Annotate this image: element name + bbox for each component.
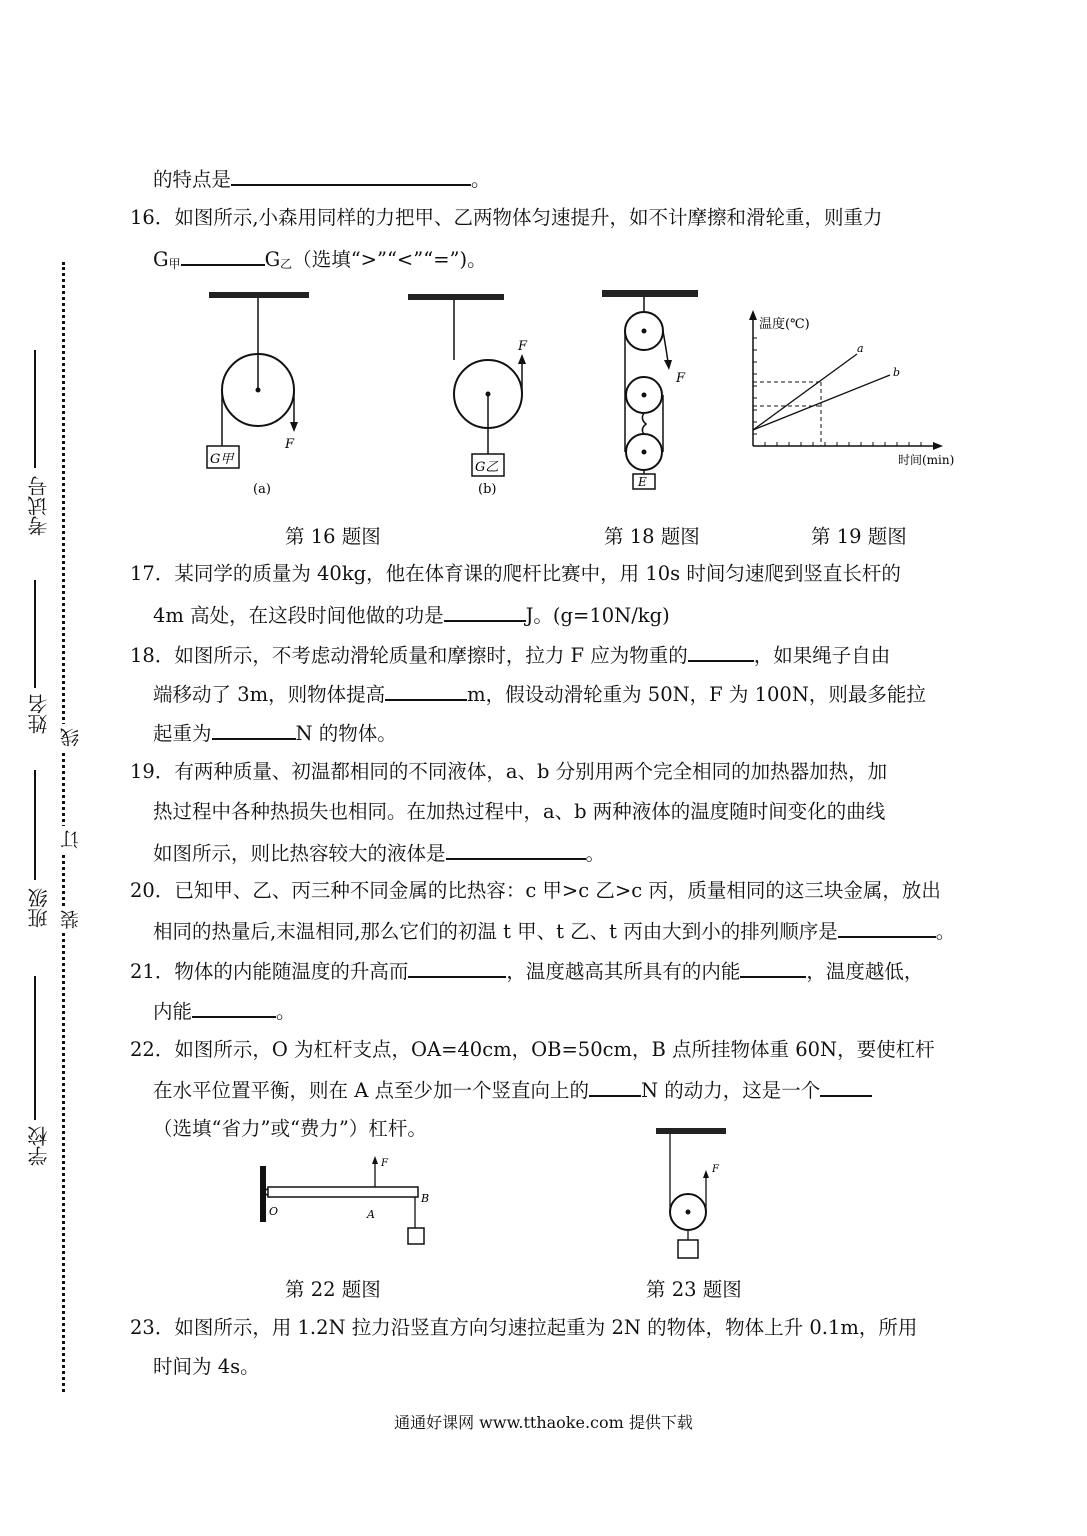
block-label: G乙 xyxy=(475,460,499,475)
caption-fig18: 第 18 题图 xyxy=(604,525,700,548)
figure-16b xyxy=(400,286,540,501)
force-arrow-icon xyxy=(703,1170,709,1178)
caption-fig16: 第 16 题图 xyxy=(285,525,381,548)
figure-19-graph xyxy=(745,306,975,476)
q17-blank[interactable] xyxy=(444,602,526,622)
force-arrow-icon xyxy=(290,422,298,432)
q15-blank[interactable] xyxy=(231,166,471,186)
exam-number-field[interactable] xyxy=(34,350,36,468)
class-field[interactable] xyxy=(34,770,36,880)
ceiling-hatch xyxy=(209,292,309,298)
q21-blank-2[interactable] xyxy=(740,958,806,978)
exam-number-label: 考试号 xyxy=(27,476,51,536)
line-a-label: a xyxy=(857,342,864,355)
q16-line1: 16．如图所示,小森用同样的力把甲、乙两物体匀速提升，如不计摩擦和滑轮重，则重力 xyxy=(130,206,883,229)
figure-22-lever xyxy=(255,1150,445,1250)
force-arrow-icon xyxy=(664,360,672,370)
force-label: F xyxy=(518,339,528,354)
q22-line1: 22．如图所示，O 为杠杆支点，OA=40cm，OB=50cm，B 点所挂物体重 60N，要使杠杆 xyxy=(130,1038,935,1061)
block-label: G甲 xyxy=(210,452,234,467)
q22-blank-2[interactable] xyxy=(820,1077,872,1097)
q18-blank-1[interactable] xyxy=(688,642,754,662)
q21-line1: 21．物体的内能随温度的升高而 ，温度越高其所具有的内能 ，温度越低， xyxy=(130,960,924,983)
q21-blank-3[interactable] xyxy=(192,998,276,1018)
q22-blank-1[interactable] xyxy=(589,1077,641,1097)
y-axis-label: 温度(℃) xyxy=(759,317,810,332)
q18-blank-3[interactable] xyxy=(212,720,296,740)
ceiling-hatch xyxy=(602,290,698,297)
q17-line1: 17．某同学的质量为 40kg，他在体育课的爬杆比赛中，用 10s 时间匀速爬到竖直长杆的 xyxy=(130,562,901,585)
q20-blank[interactable] xyxy=(838,918,936,938)
caption-fig19: 第 19 题图 xyxy=(811,525,907,548)
figure-16a xyxy=(195,286,325,501)
q22-line2: 在水平位置平衡，则在 A 点至少加一个竖直向上的 N 的动力，这是一个 xyxy=(153,1077,872,1103)
class-label: 班级 xyxy=(27,888,51,928)
weight-block xyxy=(678,1240,698,1258)
q20-line2: 相同的热量后,末温相同,那么它们的初温 t 甲、t 乙、t 丙由大到小的排列顺序是 。 xyxy=(153,920,956,943)
ceiling-hatch xyxy=(408,294,504,300)
q23-line2: 时间为 4s。 xyxy=(153,1355,260,1378)
force-label: F xyxy=(285,437,295,452)
point-b-label: B xyxy=(421,1192,430,1205)
q20-line1: 20．已知甲、乙、丙三种不同金属的比热容：c 甲>c 乙>c 丙，质量相同的这三块金属，放出 xyxy=(130,879,941,902)
force-label: F xyxy=(381,1158,388,1169)
force-label: F xyxy=(676,371,686,386)
ceiling-hatch xyxy=(656,1128,726,1134)
lever-bar xyxy=(268,1187,418,1197)
footer-source: 通通好课网 www.tthaoke.com 提供下载 xyxy=(394,1413,693,1432)
q18-blank-2[interactable] xyxy=(385,681,467,701)
force-label: F xyxy=(712,1164,719,1175)
force-arrow-icon xyxy=(518,354,526,364)
q18-line2: 端移动了 3m，则物体提高 m，假设动滑轮重为 50N，F 为 100N，则最多能拉 xyxy=(153,683,926,706)
caption-fig23: 第 23 题图 xyxy=(646,1278,742,1301)
q17-line2: 4m 高处，在这段时间他做的功是 J。(g=10N/kg) xyxy=(153,604,670,627)
binding-label-zhuang: 装 xyxy=(57,906,84,933)
q16-blank[interactable] xyxy=(181,246,265,266)
q22-line3: （选填“省力”或“费力”）杠杆。 xyxy=(153,1117,427,1140)
q18-line3: 起重为 N 的物体。 xyxy=(153,722,397,745)
line-b-label: b xyxy=(893,366,901,379)
q19-line2: 热过程中各种热损失也相同。在加热过程中，a、b 两种液体的温度随时间变化的曲线 xyxy=(153,800,886,823)
caption-fig22: 第 22 题图 xyxy=(285,1278,381,1301)
q21-line2: 内能 。 xyxy=(153,1000,296,1023)
binding-label-ding: 订 xyxy=(57,826,84,853)
figure-23-pulley xyxy=(650,1120,740,1265)
name-label: 姓名 xyxy=(27,694,51,734)
force-arrow-icon xyxy=(372,1156,378,1164)
point-o-label: O xyxy=(269,1205,279,1218)
q19-line3: 如图所示，则比热容较大的液体是 。 xyxy=(153,842,606,865)
figure-18 xyxy=(596,284,706,494)
q18-line1: 18．如图所示，不考虑动滑轮质量和摩擦时，拉力 F 应为物重的 ，如果绳子自由 xyxy=(130,644,891,667)
figure-label: (b) xyxy=(478,482,497,497)
x-axis-label: 时间(min) xyxy=(898,453,955,467)
school-field[interactable] xyxy=(34,976,36,1120)
line-a xyxy=(753,354,857,430)
q23-line1: 23．如图所示，用 1.2N 拉力沿竖直方向匀速拉起重为 2N 的物体，物体上升 0.1m，所用 xyxy=(130,1316,918,1339)
q16-line2: G甲 G乙（选填“>”“<”“=”)。 xyxy=(153,248,487,271)
q19-blank[interactable] xyxy=(446,840,586,860)
figure-label: (a) xyxy=(253,482,271,497)
block-label: E xyxy=(638,475,647,489)
hanging-weight xyxy=(408,1228,424,1244)
name-field[interactable] xyxy=(34,580,36,688)
q19-line1: 19．有两种质量、初温都相同的不同液体，a、b 分别用两个完全相同的加热器加热，加 xyxy=(130,760,888,783)
q21-blank-1[interactable] xyxy=(408,958,506,978)
point-a-label: A xyxy=(367,1208,375,1221)
binding-label-xian: 线 xyxy=(57,724,84,751)
school-label: 学校 xyxy=(27,1126,51,1166)
q15-answer-line: 的特点是 。 xyxy=(153,168,491,191)
